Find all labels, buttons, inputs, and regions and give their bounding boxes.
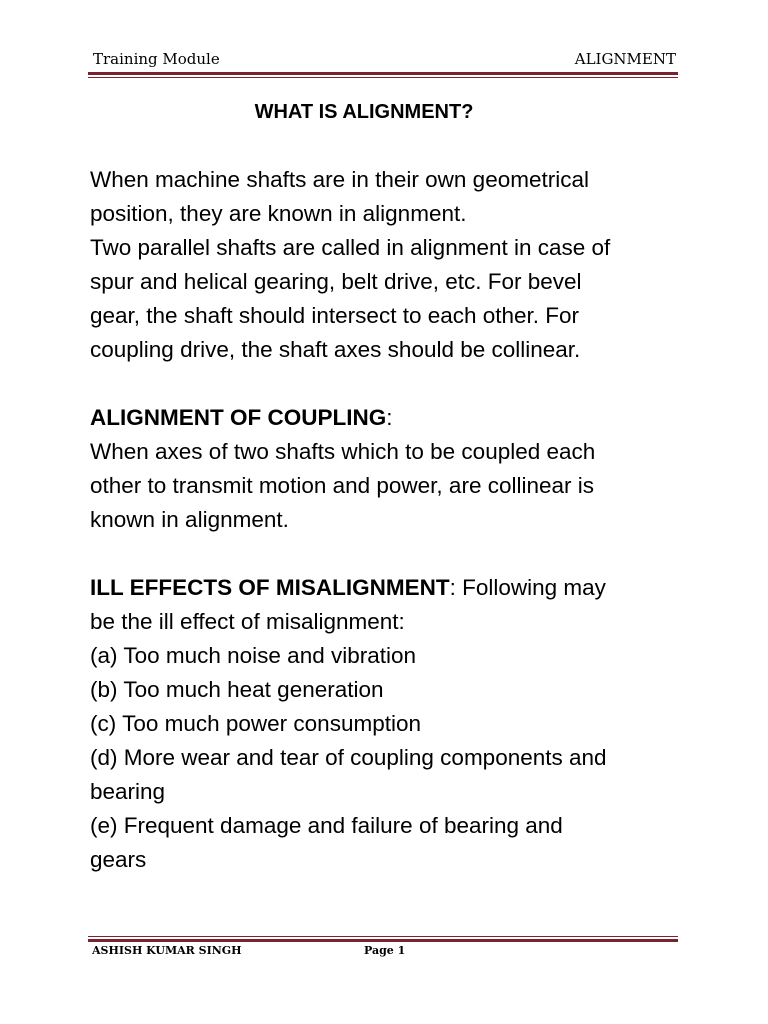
spacer bbox=[90, 537, 690, 571]
ill-effects-heading-line bbox=[90, 571, 690, 605]
page-header bbox=[93, 50, 676, 70]
coupling-section bbox=[90, 401, 690, 537]
intro-line: gear, the shaft should intersect to each other. For bbox=[90, 303, 580, 328]
header-rule-thin bbox=[88, 77, 678, 78]
header-rule-thick bbox=[88, 72, 678, 75]
coupling-heading: ALIGNMENT OF COUPLING bbox=[90, 405, 387, 430]
header-module-label: Training Module bbox=[93, 50, 220, 68]
intro-line: coupling drive, the shaft axes should be collinear. bbox=[90, 337, 581, 362]
coupling-line: other to transmit motion and power, are collinear is bbox=[90, 473, 594, 498]
list-item: (b) Too much heat generation bbox=[90, 677, 384, 702]
intro-line: spur and helical gearing, belt drive, etc. For bevel bbox=[90, 269, 582, 294]
page-footer bbox=[92, 944, 675, 962]
footer-rule-thin bbox=[88, 936, 678, 937]
coupling-line: known in alignment. bbox=[90, 507, 289, 532]
ill-effects-lead: : Following may bbox=[449, 575, 606, 600]
list-item: (a) Too much noise and vibration bbox=[90, 643, 417, 668]
page-title: WHAT IS ALIGNMENT? bbox=[254, 101, 474, 123]
intro-line: When machine shafts are in their own geometrical bbox=[90, 167, 589, 192]
page-body bbox=[90, 95, 690, 877]
list-item: gears bbox=[90, 847, 147, 872]
list-item: (d) More wear and tear of coupling components and bbox=[90, 745, 607, 770]
footer-rule-thick bbox=[88, 939, 678, 942]
coupling-line: When axes of two shafts which to be coupled each bbox=[90, 439, 596, 464]
list-item: (e) Frequent damage and failure of bearing and bbox=[90, 813, 563, 838]
list-item: bearing bbox=[90, 779, 166, 804]
ill-effects-lead-line: be the ill effect of misalignment: bbox=[90, 609, 405, 634]
header-topic-label: ALIGNMENT bbox=[574, 50, 676, 68]
coupling-heading-colon: : bbox=[386, 405, 393, 430]
list-item: (c) Too much power consumption bbox=[90, 711, 421, 736]
spacer bbox=[90, 367, 690, 401]
intro-line: Two parallel shafts are called in alignment in case of bbox=[90, 235, 611, 260]
ill-effects-heading: ILL EFFECTS OF MISALIGNMENT bbox=[90, 575, 450, 600]
page-number: Page 1 bbox=[364, 944, 406, 957]
coupling-heading-line bbox=[90, 401, 690, 435]
intro-paragraph bbox=[90, 163, 690, 367]
footer-author: ASHISH KUMAR SINGH bbox=[92, 944, 242, 957]
ill-effects-section bbox=[90, 571, 690, 877]
intro-line: position, they are known in alignment. bbox=[90, 201, 467, 226]
